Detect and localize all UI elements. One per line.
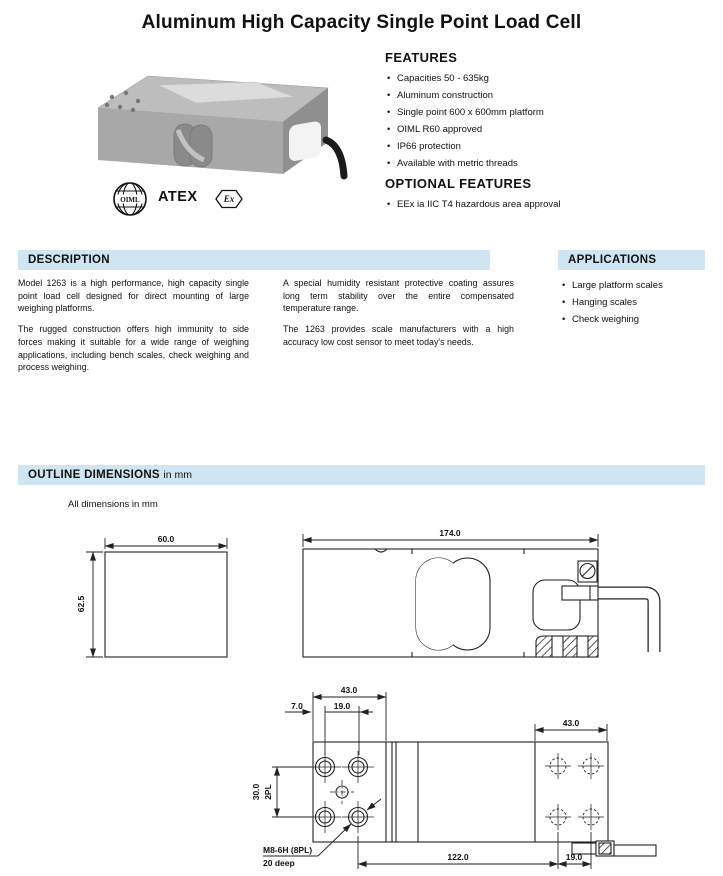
optional-feature-item: • EEx ia IIC T4 hazardous area approval	[385, 196, 715, 213]
description-paragraph: The 1263 provides scale manufacturers with a high accuracy low cost sensor to meet today's needs.	[283, 324, 514, 347]
plan-cable-exit	[572, 841, 656, 856]
plan-view-drawing	[251, 685, 656, 869]
thread-spec-label: M8-6H (8PL)	[263, 845, 313, 855]
atex-ex-icon	[215, 189, 243, 209]
optional-features-heading: OPTIONAL FEATURES	[385, 176, 532, 191]
feature-item: • Capacities 50 - 635kg	[385, 70, 715, 87]
oiml-logo-text: OIML	[120, 195, 140, 204]
description-paragraph: A special humidity resistant protective coating assures long term stability over the entire compensated temperature range.	[283, 278, 514, 314]
features-list	[385, 70, 715, 172]
feature-item: • Single point 600 x 600mm platform	[385, 104, 715, 121]
thread-depth-label: 20 deep	[263, 858, 295, 868]
optional-features-list	[385, 196, 715, 213]
dim-19-right-label: 19.0	[565, 852, 583, 862]
dim-30-label: 30.0	[251, 783, 261, 801]
features-block	[385, 50, 715, 213]
end-view-drawing	[76, 534, 227, 657]
dim-2pl-label: 2PL	[263, 784, 273, 800]
feature-item: • Available with metric threads	[385, 155, 715, 172]
oiml-logo-icon	[112, 180, 148, 218]
application-item: • Large platform scales	[560, 277, 710, 294]
outline-drawings-svg	[0, 515, 723, 876]
atex-logo-text: ATEX	[158, 189, 198, 205]
dimensions-note: All dimensions in mm	[68, 499, 158, 510]
outline-heading: OUTLINE DIMENSIONS	[28, 469, 160, 481]
dim-122-label: 122.0	[447, 852, 469, 862]
outline-section-bar	[18, 465, 705, 485]
description-paragraph: Model 1263 is a high performance, high capacity single point load cell designed for direct mounting of large weighing platforms.	[18, 278, 249, 314]
application-item: • Hanging scales	[560, 294, 710, 311]
page-title: Aluminum High Capacity Single Point Load Cell	[141, 12, 582, 33]
feature-item: • Aluminum construction	[385, 87, 715, 104]
center-hole	[330, 780, 354, 804]
atex-ex-text: Ex	[223, 194, 235, 205]
approval-logos	[110, 180, 310, 220]
applications-list	[560, 277, 710, 328]
load-cell-photo-illustration	[78, 56, 348, 188]
description-section-bar: DESCRIPTION	[18, 250, 490, 270]
dim-19-label: 19.0	[333, 701, 351, 711]
description-column-2	[283, 277, 514, 357]
dim-side-length-label: 174.0	[439, 528, 461, 538]
description-paragraph: The rugged construction offers high immunity to side forces making it suitable for a wide range of weighing applications, including bench scales, check weighing and process weighing.	[18, 324, 249, 373]
product-photo	[78, 56, 348, 188]
applications-section-bar: APPLICATIONS	[558, 250, 705, 270]
dim-43-right-label: 43.0	[562, 718, 580, 728]
feature-item: • OIML R60 approved	[385, 121, 715, 138]
application-item: • Check weighing	[560, 311, 710, 328]
dim-7-label: 7.0	[291, 701, 303, 711]
outline-heading-suffix: in mm	[163, 469, 192, 481]
dim-43-left-label: 43.0	[340, 685, 358, 695]
feature-item: • IP66 protection	[385, 138, 715, 155]
dim-end-height-label: 62.5	[76, 595, 86, 613]
description-column-1	[18, 277, 249, 382]
side-view-drawing	[303, 528, 654, 657]
hidden-holes-right	[545, 753, 604, 830]
features-heading: FEATURES	[385, 50, 458, 65]
dim-end-width-label: 60.0	[157, 534, 175, 544]
